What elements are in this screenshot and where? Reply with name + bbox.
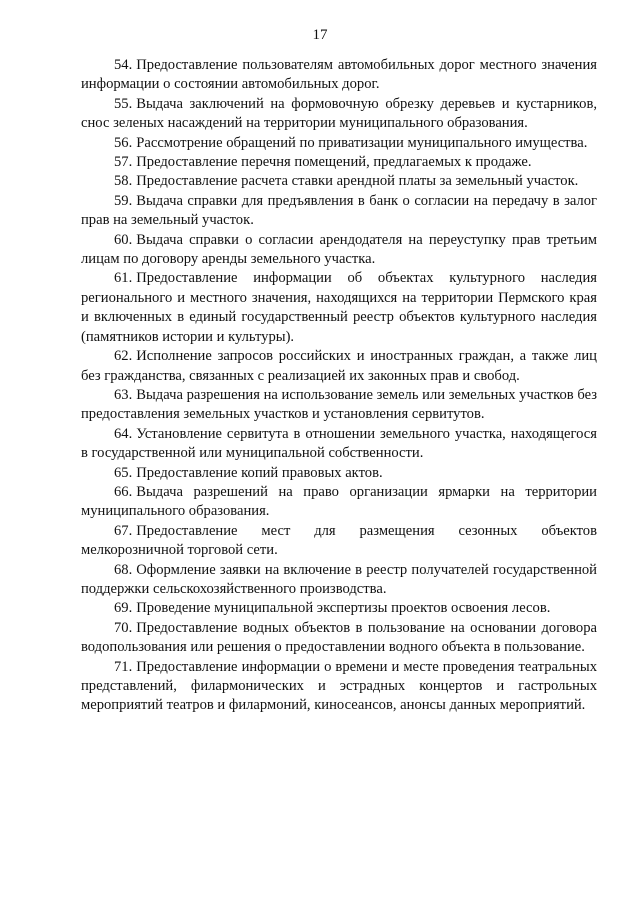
item-text: Выдача разрешения на использование земель или земельных участков без предоставления земельных участков и установления сервитутов. (81, 386, 597, 423)
list-item (81, 95, 597, 134)
item-number: 69. (114, 600, 133, 617)
list-item (81, 386, 597, 425)
item-number: 58. (114, 173, 133, 190)
list-item (81, 231, 597, 270)
list-item (81, 347, 597, 386)
item-number: 56. (114, 134, 133, 151)
list-item (81, 483, 597, 522)
item-number: 68. (114, 561, 133, 578)
item-text: Предоставление расчета ставки арендной платы за земельный участок. (136, 173, 579, 190)
item-text: Установление сервитута в отношении земельного участка, находящегося в государственной или муниципальной собственности. (81, 425, 597, 462)
list-item (81, 134, 597, 153)
list-item (81, 192, 597, 231)
list-item (81, 425, 597, 464)
item-text: Выдача заключений на формовочную обрезку деревьев и кустарников, снос зеленых насаждений на территории муниципального образования. (81, 95, 597, 132)
item-text: Выдача справки о согласии арендодателя на переуступку прав третьим лицам по договору аренды земельного участка. (81, 231, 597, 268)
item-text: Предоставление информации о времени и месте проведения театральных представлений, филармонических и эстрадных концертов и гастрольных мероприятий театров и филармоний, киносеансов, анонсы данных мероприятий. (81, 658, 597, 714)
item-text: Предоставление перечня помещений, предлагаемых к продаже. (136, 154, 532, 171)
item-number: 71. (114, 658, 133, 675)
list-item (81, 619, 597, 658)
item-number: 62. (114, 348, 133, 365)
list-item (81, 172, 597, 191)
item-text: Выдача разрешений на право организации ярмарки на территории муниципального образования. (81, 483, 597, 520)
list-item (81, 269, 597, 347)
item-text: Предоставление водных объектов в пользование на основании договора водопользования или решения о предоставлении водного объекта в пользование. (81, 619, 597, 656)
list-item (81, 153, 597, 172)
item-number: 65. (114, 464, 133, 481)
item-text: Выдача справки для предъявления в банк о согласии на передачу в залог прав на земельный участок. (81, 192, 597, 229)
item-number: 70. (114, 619, 133, 636)
item-text: Предоставление пользователям автомобильных дорог местного значения информации о состоянии автомобильных дорог. (81, 57, 597, 93)
item-number: 54. (114, 57, 133, 73)
service-list (81, 56, 597, 716)
page-number: 17 (312, 27, 328, 43)
list-item (81, 464, 597, 483)
item-text: Предоставление мест для размещения сезонных объектов мелкорозничной торговой сети. (81, 522, 597, 559)
item-text: Исполнение запросов российских и иностранных граждан, а также лиц без гражданства, связанных с реализацией их законных прав и свобод. (81, 348, 597, 384)
list-item (81, 658, 597, 716)
item-text: Оформление заявки на включение в реестр получателей государственной поддержки сельскохозяйственного производства. (81, 561, 597, 597)
list-item (81, 599, 597, 618)
item-text: Предоставление информации об объектах культурного наследия регионального и местного значения, находящихся на территории Пермского края и включенных в единый государственный реестр объектов культурного наследия (памятников истории и культуры). (81, 270, 597, 345)
item-number: 67. (114, 522, 133, 539)
item-text: Рассмотрение обращений по приватизации муниципального имущества. (136, 134, 588, 151)
item-number: 60. (114, 231, 133, 248)
item-number: 57. (114, 154, 133, 171)
item-number: 61. (114, 270, 133, 287)
item-number: 63. (114, 386, 133, 403)
item-number: 55. (114, 95, 133, 112)
item-text: Предоставление копий правовых актов. (136, 464, 383, 481)
item-text: Проведение муниципальной экспертизы проектов освоения лесов. (136, 600, 551, 617)
item-number: 59. (114, 192, 133, 209)
item-number: 64. (114, 425, 133, 442)
list-item (81, 56, 597, 95)
list-item (81, 561, 597, 600)
item-number: 66. (114, 483, 133, 500)
list-item (81, 522, 597, 561)
